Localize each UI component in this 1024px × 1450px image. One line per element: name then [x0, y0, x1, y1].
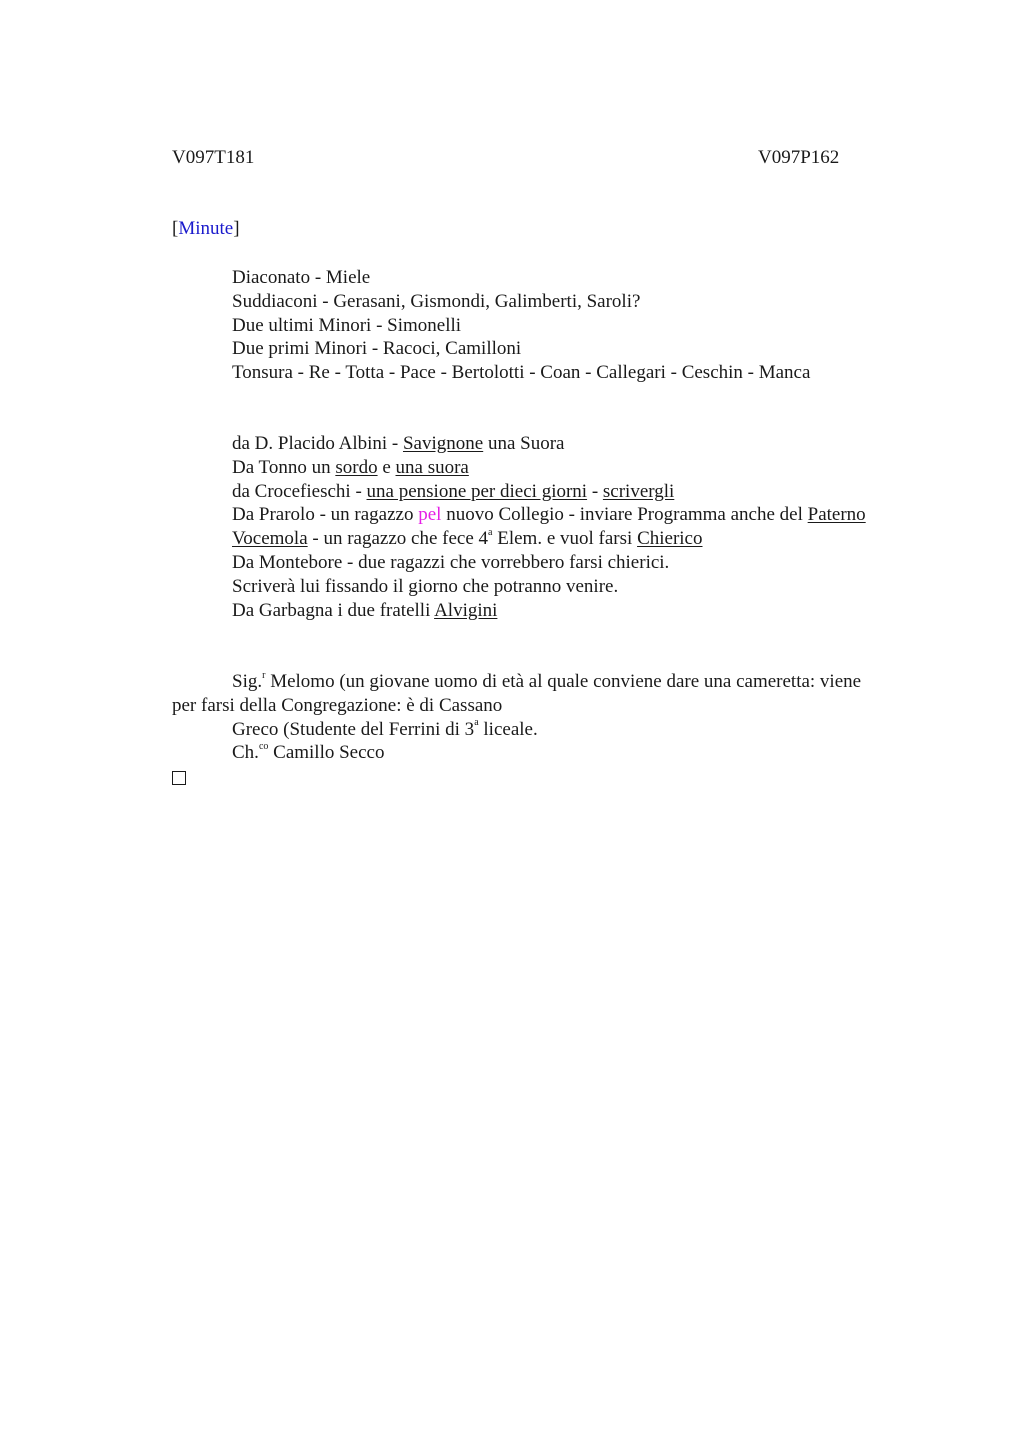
request-line [172, 503, 932, 527]
request-line [172, 599, 932, 623]
square-box-icon [172, 771, 186, 785]
document-code-right: V097P162 [758, 147, 840, 168]
text-run: e [377, 456, 396, 478]
underlined-text: Alvigini [434, 599, 498, 621]
request-line [172, 527, 932, 551]
guest-line [172, 670, 932, 694]
section-heading [172, 218, 240, 240]
request-line [172, 432, 932, 456]
underlined-text: Chierico [637, 528, 703, 550]
text-run: Melomo (un giovane uomo di età al quale conviene dare una cameretta: viene [265, 671, 862, 692]
guest-line [172, 718, 932, 742]
text-run: Sig. [232, 671, 263, 692]
text-run: Greco (Studente del Ferrini di 3 [232, 718, 475, 740]
text-run: Camillo Secco [268, 742, 385, 764]
text-run: da Crocefieschi - [232, 480, 367, 502]
text-run: - [587, 480, 603, 502]
text-run: Da Tonno un [232, 456, 336, 478]
text-run: - un ragazzo che fece 4 [307, 528, 489, 550]
superscript: a [488, 526, 493, 538]
end-mark [172, 765, 932, 789]
requests-list [172, 432, 932, 622]
underlined-text: una pensione per dieci giorni [366, 480, 588, 502]
underlined-text: una suora [395, 456, 469, 478]
bracket-close: ] [233, 218, 240, 239]
heading-label: Minute [178, 218, 234, 239]
guest-line-continuation: per farsi della Congregazione: è di Cassano [172, 694, 503, 716]
underlined-text: Savignone [402, 433, 484, 454]
text-run: Ch. [232, 742, 259, 764]
underlined-text: scrivergli [602, 480, 675, 502]
text-run: liceale. [478, 718, 538, 740]
superscript: co [258, 741, 269, 753]
text-run: una Suora [483, 433, 565, 454]
bracket-open: [ [172, 218, 179, 239]
document-code-left: V097T181 [172, 147, 255, 168]
text-run: Da Garbagna i due fratelli [232, 599, 435, 621]
request-line: Scriverà lui fissando il giorno che potranno venire. [232, 575, 619, 597]
guests-list [172, 670, 932, 789]
superscript: a [474, 717, 479, 729]
ordination-line: Tonsura - Re - Totta - Pace - Bertolotti - Coan - Callegari - Ceschin - Manca [232, 362, 811, 384]
underlined-text: Paterno [807, 504, 866, 526]
underlined-text: Vocemola [232, 528, 308, 550]
text-run: Elem. e vuol farsi [492, 528, 638, 550]
text-run: Da Prarolo - un ragazzo [232, 504, 419, 526]
request-line: Da Montebore - due ragazzi che vorrebbero farsi chierici. [232, 551, 670, 573]
ordination-line: Due primi Minori - Racoci, Camilloni [232, 338, 522, 360]
ordination-line: Diaconato - Miele [232, 267, 371, 288]
guest-line [172, 741, 932, 765]
ordinations-list [172, 266, 932, 385]
text-run: nuovo Collegio - inviare Programma anche del [441, 504, 808, 526]
text-run: da D. Placido Albini - [232, 433, 403, 454]
ordination-line: Due ultimi Minori - Simonelli [232, 314, 462, 336]
superscript: r [262, 669, 266, 681]
request-line [172, 480, 932, 504]
highlighted-word: pel [418, 504, 442, 526]
underlined-text: sordo [335, 456, 378, 478]
request-line [172, 456, 932, 480]
ordination-line: Suddiaconi - Gerasani, Gismondi, Galimberti, Saroli? [232, 290, 641, 312]
